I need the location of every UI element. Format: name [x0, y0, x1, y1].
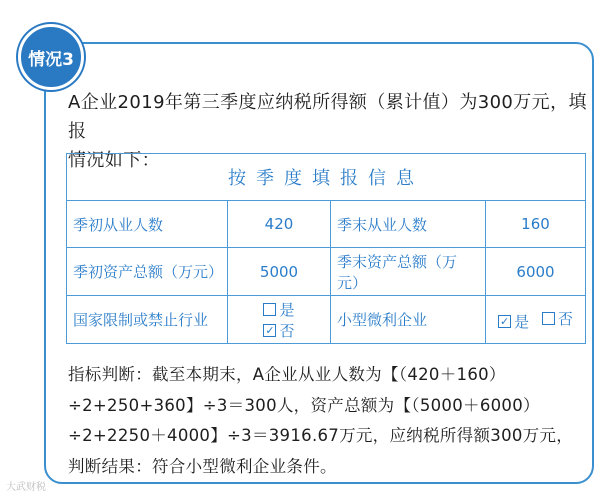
table-header: 按季度填报信息: [67, 154, 586, 201]
case-badge: 情况3: [18, 24, 84, 90]
table-row: [67, 200, 586, 248]
cell-label: 季末从业人数: [331, 200, 486, 248]
cell-value: 160: [486, 200, 586, 248]
small-micro-yes-option[interactable]: [498, 311, 529, 332]
restricted-yes-option[interactable]: [263, 299, 294, 320]
cell-value: 420: [228, 200, 331, 248]
option-label: 否: [279, 321, 295, 340]
cell-value: 6000: [486, 248, 586, 296]
checkbox-icon[interactable]: [542, 312, 555, 325]
cell-label: 季末资产总额（万元）: [331, 248, 486, 296]
table-row: [67, 248, 586, 296]
small-micro-no-option[interactable]: [542, 308, 573, 329]
intro-line: A企业2019年第三季度应纳税所得额（累计值）为300万元，填报: [68, 92, 587, 142]
option-label: 否: [557, 309, 573, 328]
intro-line: 情况如下：: [68, 150, 160, 171]
analysis-text: [68, 360, 593, 482]
analysis-line: ÷2+250+360】÷3＝300人，资产总额为【（5000＋6000）: [68, 395, 540, 415]
cell-label: 国家限制或禁止行业: [67, 296, 228, 344]
watermark: 大武财税: [6, 482, 46, 493]
analysis-line: ÷2+2250＋4000】÷3＝3916.67万元，应纳税所得额300万元，: [68, 426, 574, 445]
cell-label: 季初资产总额（万元）: [67, 248, 228, 296]
small-micro-checkboxes: [486, 296, 586, 344]
quarterly-info-table: [66, 153, 586, 344]
analysis-line: 判断结果：符合小型微利企业条件。: [68, 456, 337, 476]
cell-label: 小型微利企业: [331, 296, 486, 344]
cell-label: 季初从业人数: [67, 200, 228, 248]
restricted-checkboxes: [228, 296, 331, 344]
option-label: 是: [514, 312, 530, 331]
checkbox-icon[interactable]: ✓: [499, 314, 510, 328]
table-row: [67, 296, 586, 344]
cell-value: 5000: [228, 248, 331, 296]
option-label: 是: [279, 300, 295, 319]
checkbox-icon[interactable]: [263, 303, 276, 316]
analysis-line: 指标判断：截至本期末，A企业从业人数为【（420＋160）: [68, 365, 506, 384]
checkbox-icon[interactable]: ✓: [265, 323, 275, 337]
restricted-no-option[interactable]: [263, 320, 294, 341]
